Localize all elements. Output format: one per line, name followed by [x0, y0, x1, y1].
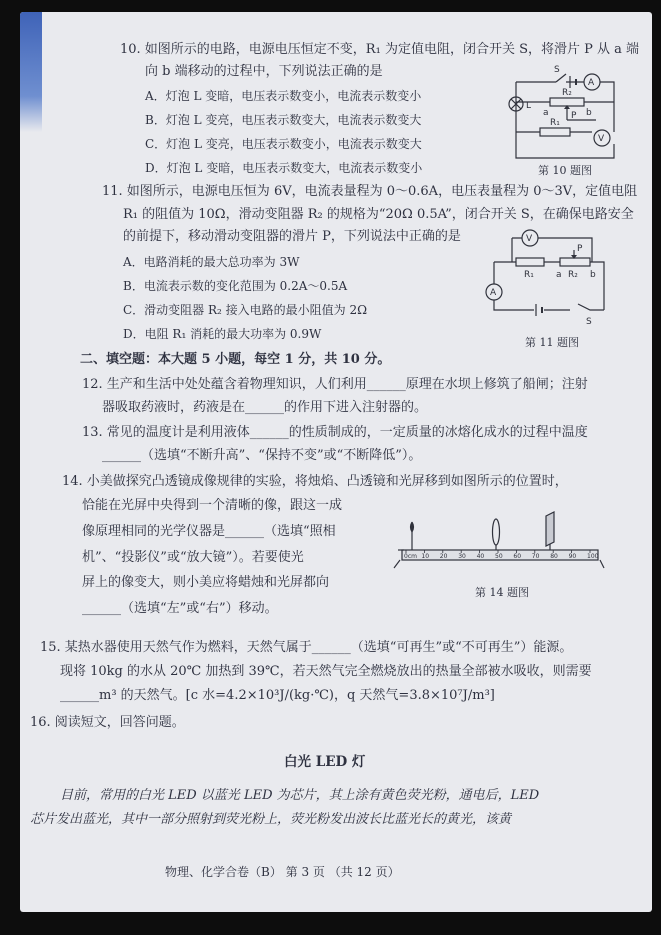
fig10-label-s: S [554, 65, 560, 75]
fig11-label-b: b [590, 270, 596, 280]
fig11-label-a: a [556, 270, 562, 280]
q14-line-2: 恰能在光屏中央得到一个清晰的像，跟这一成 [82, 498, 343, 513]
q12-line-2: 器吸取药液时，药液是在______的作用下进入注射器的。 [102, 400, 428, 415]
q10-line-1: 10. 如图所示的电路，电源电压恒定不变，R₁ 为定值电阻，闭合开关 S，将滑片 P 从 a 端 [120, 42, 640, 57]
q13-line-1: 13. 常见的温度计是利用液体______的性质制成的，一定质量的冰熔化成水的过程中温度 [82, 425, 588, 440]
passage-line-1: 目前，常用的白光 LED 以蓝光 LED 为芯片，其上涂有黄色荧光粉，通电后，LED [60, 788, 540, 803]
fig10-label-v: V [598, 134, 605, 144]
q11-option-a: A．电路消耗的最大总功率为 3W [123, 255, 300, 269]
q14-line-6: ______（选填“左”或“右”）移动。 [82, 601, 278, 616]
q11-line-3: 的前提下，移动滑动变阻器的滑片 P，下列说法中正确的是 [123, 229, 461, 244]
q14-line-1: 14. 小美做探究凸透镜成像规律的实验，将烛焰、凸透镜和光屏移到如图所示的位置时， [62, 474, 568, 489]
fig11-label-r2: R₂ [568, 270, 578, 280]
q10-line-2: 向 b 端移动的过程中，下列说法正确的是 [145, 64, 383, 79]
ruler-tick-label: 90 [568, 553, 577, 560]
figure-10-caption: 第 10 题图 [538, 164, 592, 177]
figure-14-caption: 第 14 题图 [475, 586, 529, 599]
fig10-label-b: b [586, 108, 592, 118]
q14-line-4: 机”、“投影仪”或“放大镜”）。若要使光 [82, 550, 304, 565]
passage-line-2: 芯片发出蓝光，其中一部分照射到荧光粉上，荧光粉发出波长比蓝光长的黄光，该黄 [30, 812, 512, 827]
q12-line-1: 12. 生产和生活中处处蕴含着物理知识，人们利用______原理在水坝上修筑了船闸；注射 [82, 377, 588, 392]
ruler-tick-label: 50 [495, 553, 503, 560]
q14-line-5: 屏上的像变大，则小美应将蜡烛和光屏都向 [82, 575, 330, 590]
fig11-label-ammeter: A [490, 288, 497, 298]
q11-option-b: B．电流表示数的变化范围为 0.2A～0.5A [123, 279, 348, 293]
q15-line-3: ______m³ 的天然气。[c 水=4.2×10³J/(kg·℃)，q 天然气=3.8×10⁷J/m³] [60, 688, 495, 703]
fig10-label-l: L [526, 101, 532, 111]
exam-page [20, 12, 652, 912]
section-2-heading: 二、填空题：本大题 5 小题，每空 1 分，共 10 分。 [80, 352, 391, 367]
q14-line-3: 像原理相同的光学仪器是______（选填“照相 [82, 524, 336, 539]
ruler-tick-label: 30 [458, 553, 466, 560]
ruler-tick-label: 20 [439, 553, 448, 560]
ruler-tick-label: 10 [421, 553, 430, 560]
figure-11-caption: 第 11 题图 [525, 336, 579, 349]
q11-option-c: C．滑动变阻器 R₂ 接入电路的最小阻值为 2Ω [123, 303, 368, 317]
fig10-label-a-meter: A [588, 78, 595, 88]
fig10-label-r1: R₁ [550, 118, 560, 128]
ruler-tick-label: 40 [476, 553, 485, 560]
fig10-label-a: a [543, 108, 549, 118]
blue-binder-edge [20, 12, 42, 132]
q10-option-a: A．灯泡 L 变暗，电压表示数变小，电流表示数变小 [145, 89, 422, 103]
q11-line-1: 11. 如图所示，电源电压恒为 6V，电流表量程为 0～0.6A，电压表量程为 0～3V，定值电阻 [102, 184, 638, 199]
fig11-label-r1: R₁ [524, 270, 534, 280]
q10-option-b: B．灯泡 L 变亮，电压表示数变大，电流表示数变大 [145, 113, 422, 127]
fig11-label-p: P [577, 244, 583, 254]
q11-option-d: D．电阻 R₁ 消耗的最大功率为 0.9W [123, 327, 322, 341]
passage-title: 白光 LED 灯 [284, 754, 366, 770]
page-footer: 物理、化学合卷（B） 第 3 页 （共 12 页） [165, 865, 400, 879]
q10-option-d: D．灯泡 L 变暗，电压表示数变大，电流表示数变小 [145, 161, 423, 175]
q15-line-1: 15. 某热水器使用天然气作为燃料，天然气属于______（选填“可再生”或“不可再生”）能源。 [40, 640, 573, 655]
q15-line-2: 现将 10kg 的水从 20℃ 加热到 39℃，若天然气完全燃烧放出的热量全部被水吸收，则需要 [60, 664, 592, 679]
q13-line-2: ______（选填“不断升高”、“保持不变”或“不断降低”）。 [102, 448, 422, 463]
figure-11-circuit [482, 224, 612, 329]
ruler-tick-label: 60 [513, 553, 522, 560]
fig11-label-s: S [586, 317, 592, 327]
ruler-tick-label: 80 [550, 553, 558, 560]
figure-14-optical-bench [390, 502, 605, 572]
ruler-tick-label: 100 [587, 553, 599, 560]
fig11-label-v: V [526, 234, 533, 244]
figure-10-circuit [496, 62, 616, 172]
q11-line-2: R₁ 的阻值为 10Ω，滑动变阻器 R₂ 的规格为“20Ω 0.5A”，闭合开关 S，在确保电路安全 [123, 207, 634, 222]
q16-line-1: 16. 阅读短文，回答问题。 [30, 715, 185, 730]
ruler-tick-label: 70 [531, 553, 540, 560]
q10-option-c: C．灯泡 L 变亮，电压表示数变小，电流表示数变大 [145, 137, 422, 151]
fig10-label-r2: R₂ [562, 88, 572, 98]
fig10-label-p: P [571, 111, 577, 121]
ruler-tick-label: 0cm [404, 553, 417, 560]
